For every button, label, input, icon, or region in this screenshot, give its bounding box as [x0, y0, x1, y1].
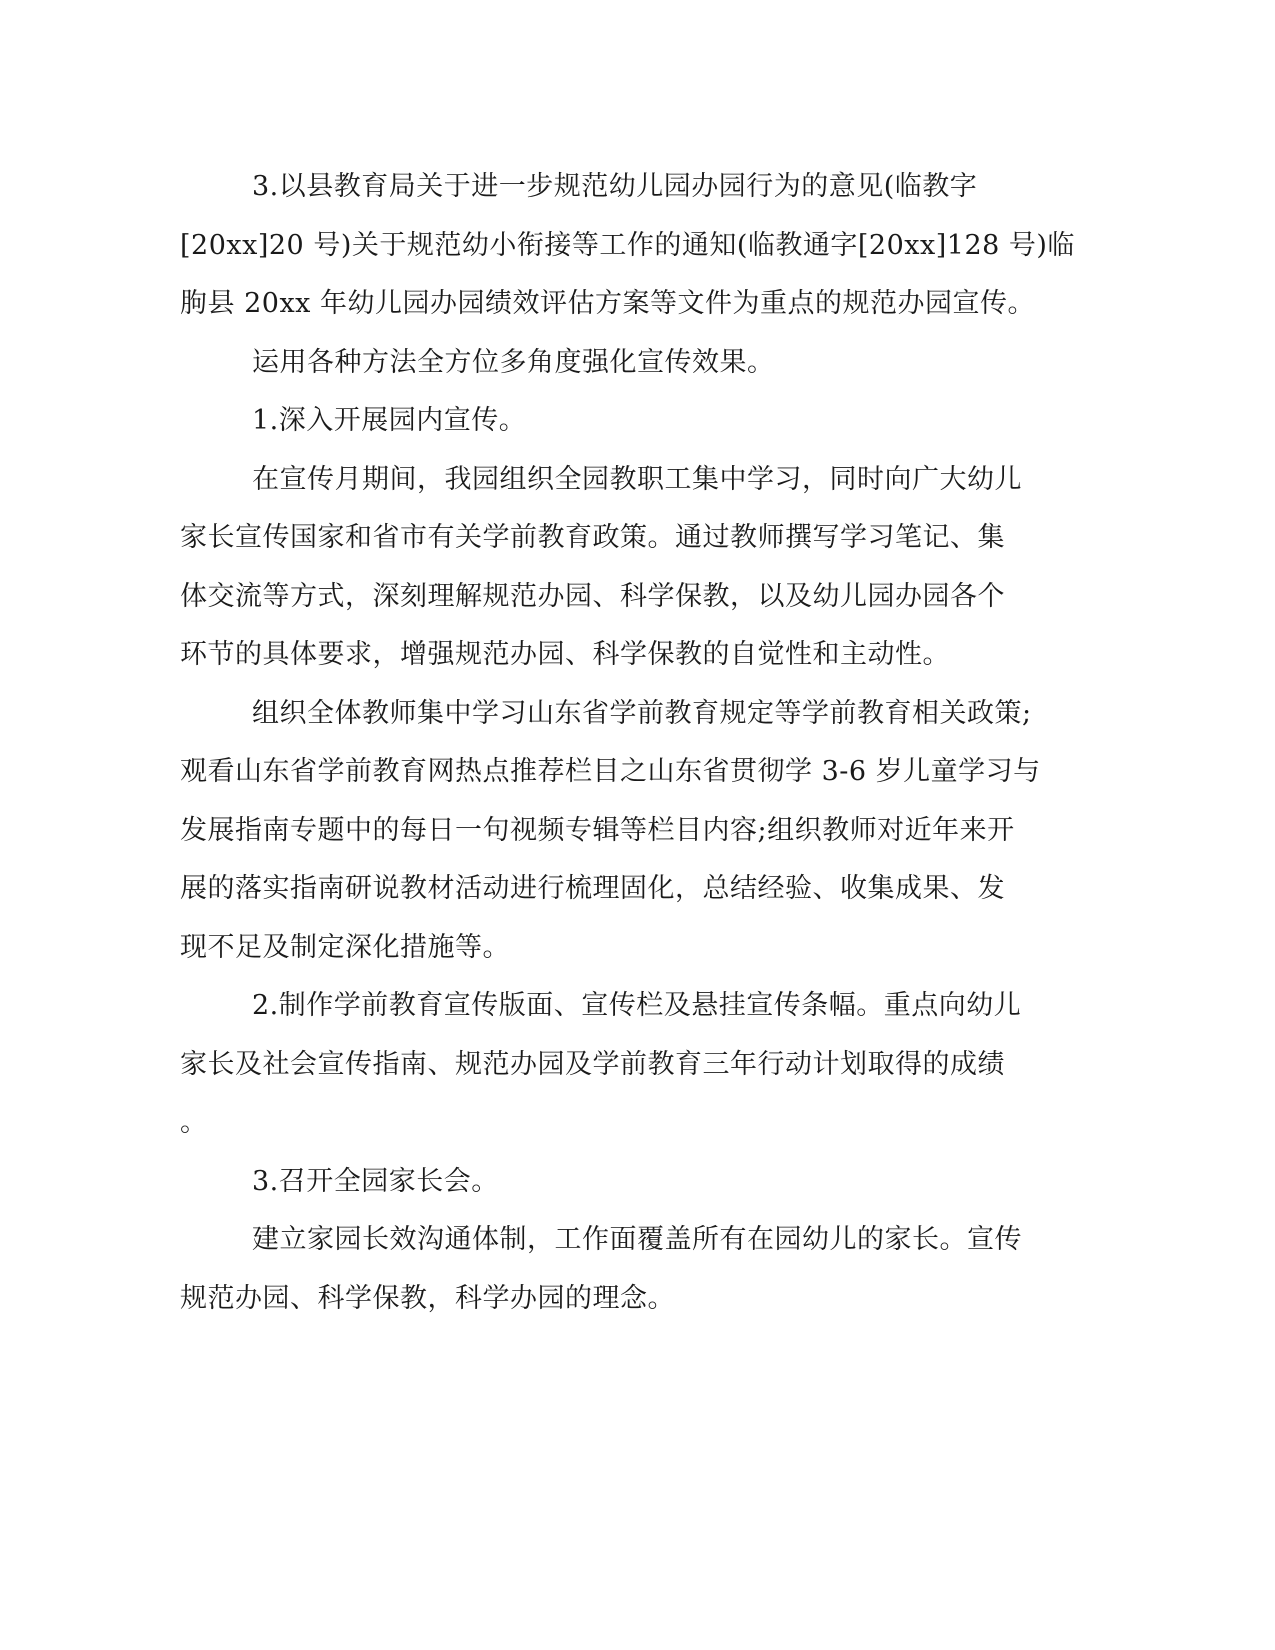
text-line: 体交流等方式，深刻理解规范办园、科学保教，以及幼儿园办园各个: [180, 580, 1005, 612]
text-line: 观看山东省学前教育网热点推荐栏目之山东省贯彻学 3-6 岁儿童学习与: [180, 756, 1041, 787]
text-line: 家长及社会宣传指南、规范办园及学前教育三年行动计划取得的成绩: [180, 1048, 1005, 1080]
text-line: 3.以县教育局关于进一步规范幼儿园办园行为的意见(临教字: [252, 171, 978, 202]
document-body: [180, 158, 1075, 1328]
text-line: 现不足及制定深化措施等。: [180, 931, 510, 963]
text-line: 在宣传月期间，我园组织全园教职工集中学习，同时向广大幼儿: [252, 463, 1022, 495]
text-line: 3.召开全园家长会。: [252, 1165, 499, 1197]
text-line: 1.深入开展园内宣传。: [252, 405, 527, 436]
text-line: 家长宣传国家和省市有关学前教育政策。通过教师撰写学习笔记、集: [180, 522, 1005, 553]
text-line: 2.制作学前教育宣传版面、宣传栏及悬挂宣传条幅。重点向幼儿: [252, 990, 1022, 1021]
text-line: 组织全体教师集中学习山东省学前教育规定等学前教育相关政策;: [252, 697, 1032, 729]
text-line: 发展指南专题中的每日一句视频专辑等栏目内容;组织教师对近年来开: [180, 814, 1015, 846]
text-line: 建立家园长效沟通体制，工作面覆盖所有在园幼儿的家长。宣传: [252, 1224, 1022, 1255]
text-line: 规范办园、科学保教，科学办园的理念。: [180, 1282, 675, 1314]
text-line: 。: [180, 1107, 208, 1138]
text-line: [20xx]20 号)关于规范幼小衔接等工作的通知(临教通字[20xx]128 号)临: [180, 229, 1075, 261]
text-line: 环节的具体要求，增强规范办园、科学保教的自觉性和主动性。: [180, 639, 950, 670]
text-line: 运用各种方法全方位多角度强化宣传效果。: [252, 346, 775, 378]
text-line: 朐县 20xx 年幼儿园办园绩效评估方案等文件为重点的规范办园宣传。: [180, 288, 1035, 319]
text-line: 展的落实指南研说教材活动进行梳理固化，总结经验、收集成果、发: [180, 873, 1005, 904]
